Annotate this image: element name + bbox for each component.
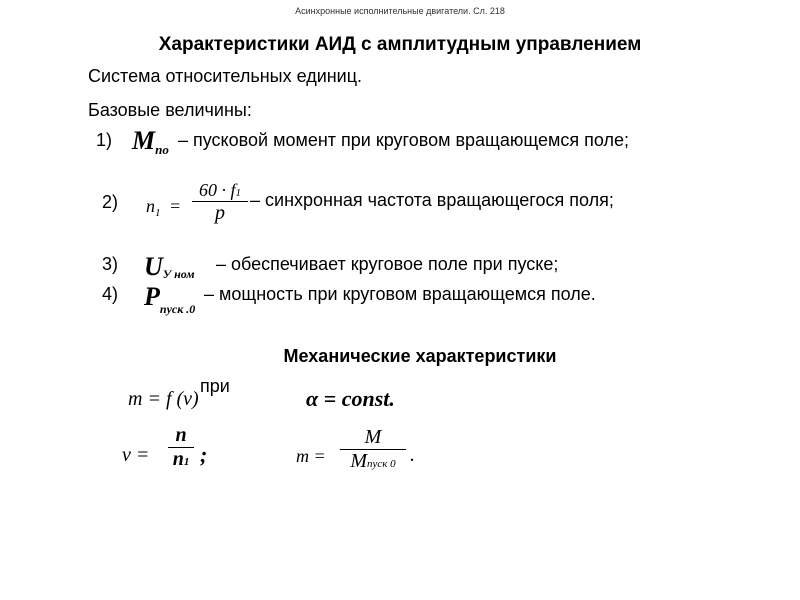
item-2-fraction xyxy=(192,180,248,225)
m-denominator: Mпуск 0 xyxy=(350,450,396,472)
item-3-symbol xyxy=(144,252,195,282)
item-3-symbol-letter: U xyxy=(144,252,163,281)
nu-lhs: ν = xyxy=(122,444,150,466)
nu-denominator: n1 xyxy=(172,448,190,470)
item-2-text: – синхронная частота вращающегося поля; xyxy=(250,190,614,210)
formula-m-f-nu: m = f (ν) xyxy=(128,388,199,410)
m-lhs: m = xyxy=(296,446,326,466)
item-4-symbol xyxy=(144,282,196,316)
m-period: . xyxy=(410,444,415,466)
item-2-number: 2) xyxy=(102,192,119,212)
item-2-numerator: 60 · f1 xyxy=(198,180,241,200)
item-2-subscript: 1 xyxy=(155,207,161,219)
item-3-number: 3) xyxy=(102,254,119,274)
mechanical-heading: Механические характеристики xyxy=(283,346,557,366)
nu-fraction xyxy=(168,424,194,471)
m-fraction xyxy=(340,426,406,473)
item-2-equals: = xyxy=(169,196,182,216)
m-numerator: M xyxy=(364,426,382,448)
formula-alpha-const: α = const. xyxy=(306,386,395,411)
item-4-subscript: пуск .0 xyxy=(159,302,196,316)
item-4-text: – мощность при круговом вращающемся поле. xyxy=(204,284,596,304)
pri-label: при xyxy=(200,376,230,396)
item-1-number: 1) xyxy=(96,130,113,150)
slide-header: Асинхронные исполнительные двигатели. Сл. 218 xyxy=(295,6,505,16)
nu-semicolon: ; xyxy=(200,442,208,467)
item-2-symbol xyxy=(146,196,181,217)
item-2-denominator: p xyxy=(215,202,225,224)
slide-title: Характеристики АИД с амплитудным управлением xyxy=(158,34,642,55)
nu-numerator: n xyxy=(175,424,187,446)
item-1-symbol xyxy=(132,126,169,156)
item-4-symbol-letter: P xyxy=(144,282,160,311)
item-3-text: – обеспечивает круговое поле при пуске; xyxy=(216,254,559,274)
item-1-text: – пусковой момент при круговом вращающемся поле; xyxy=(178,130,629,150)
item-1-subscript: по xyxy=(155,142,169,157)
intro-line-1: Система относительных единиц. xyxy=(88,66,363,86)
item-4-number: 4) xyxy=(102,284,119,304)
item-2-symbol-letter: n xyxy=(146,196,155,216)
item-3-subscript: У ном xyxy=(162,267,195,281)
intro-line-2: Базовые величины: xyxy=(88,100,252,120)
item-1-symbol-letter: M xyxy=(132,126,156,155)
